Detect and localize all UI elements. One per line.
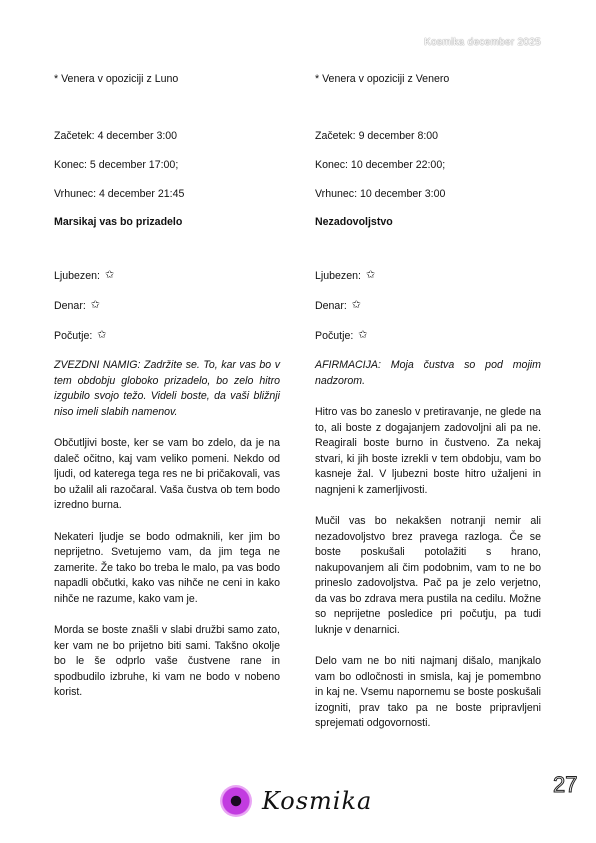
- right-paragraph: Hitro vas bo zaneslo v pretiravanje, ne glede na to, ali boste z dogajanjem zadovoljni ali pa ne. Reagirali boste burno in čustveno. Za nekaj stvari, ki jih boste izrekli v tem obdobju, vam bo kasneje žal. V ljubezni boste hitro užaljeni in nagnjeni k zamerljivosti.: [315, 406, 541, 496]
- page-number: 27: [553, 772, 578, 797]
- right-paragraph: Mučil vas bo nekakšen notranji nemir ali nezadovoljstvo brez pravega razloga. Če se boste poskušali potolažiti s hrano, nakupovanjem ali čim podobnim, vam to ne bo prineslo zadovoljstva. Pač pa je zelo verjetno, da vas bo zdrava mera pustila na cedilu. Možne so neprijetne posledice pri počutju, pa tudi luknje v denarnici.: [315, 515, 541, 636]
- left-end-date: Konec: 5 december 17:00;: [54, 158, 179, 171]
- money-label: Denar:: [315, 300, 347, 313]
- left-paragraph: Morda se boste znašli v slabi družbi samo zato, ker vam ne bo prijetno biti sami. Takšno okolje bo le še odprlo vaše čustvene rane in spodbudilo izbruhe, ki vam ne bodo v nobeno korist.: [54, 624, 280, 699]
- feeling-label: Počutje:: [315, 329, 354, 342]
- left-love-rating: [54, 269, 280, 299]
- right-theme: Nezadovoljstvo: [315, 216, 393, 229]
- right-paragraph: Delo vam ne bo niti najmanj dišalo, manjkalo vam bo odločnosti in smisla, kaj je pomembno in kaj ne. Vsemu napornemu se boste poskušali izogniti, prav tako pa ne boste pripravljeni sprejemati odgovornosti.: [315, 655, 541, 730]
- right-end-date: Konec: 10 december 22:00;: [315, 158, 446, 171]
- love-label: Ljubezen:: [315, 270, 361, 283]
- right-feeling-rating: [315, 329, 541, 359]
- star-icon: ✩: [358, 328, 368, 341]
- right-money-rating: [315, 299, 541, 329]
- left-feeling-rating: [54, 329, 280, 359]
- star-icon: ✩: [365, 269, 376, 282]
- right-section-title: * Venera v opoziciji z Venero: [315, 73, 450, 85]
- left-paragraph: Nekateri ljudje se bodo odmaknili, ker jim bo neprijetno. Svetujemo vam, da jim tega ne zamerite. Že tako bo treba le malo, pa vas bodo napadli občutki, kako vas nihče ne ceni in kako nihče ne razume, kako vam je.: [54, 530, 280, 605]
- right-column: [315, 72, 541, 748]
- left-star-tip: ZVEZDNI NAMIG: Zadržite se. To, kar vas bo v tem obdobju globoko prizadelo, bo zelo hitro izgubilo svojo težo. Videli boste, da vaši bližnji niso imeli slabih namenov.: [54, 359, 280, 418]
- header-note: Kosmika december 2025: [424, 37, 541, 48]
- love-label: Ljubezen:: [54, 270, 100, 283]
- left-money-rating: [54, 299, 280, 329]
- left-paragraph: Občutljivi boste, ker se vam bo zdelo, da je na daleč očitno, kaj vam veliko pomeni. Nekdo od ljudi, od katerega tega res ne bi pričakovali, vas bo užalil ali razočaral. Vaša čustva ob tem bodo izredno burna.: [54, 437, 280, 512]
- star-icon: ✩: [104, 269, 115, 282]
- eye-circle-icon: [220, 785, 252, 817]
- left-column: [54, 72, 280, 717]
- star-icon: ✩: [97, 328, 107, 341]
- right-start-date: Začetek: 9 december 8:00: [315, 130, 439, 142]
- left-peak-date: Vrhunec: 4 december 21:45: [54, 187, 185, 200]
- right-love-rating: [315, 269, 541, 299]
- right-peak-date: Vrhunec: 10 december 3:00: [315, 187, 446, 200]
- footer-logo: [220, 785, 372, 817]
- star-icon: ✩: [90, 299, 101, 312]
- money-label: Denar:: [54, 300, 86, 313]
- brand-name: Kosmika: [262, 787, 373, 815]
- left-section-title: * Venera v opoziciji z Luno: [54, 73, 179, 85]
- right-affirmation: AFIRMACIJA: Moja čustva so pod mojim nadzorom.: [315, 359, 541, 387]
- feeling-label: Počutje:: [54, 329, 93, 342]
- left-start-date: Začetek: 4 december 3:00: [54, 130, 178, 142]
- left-theme: Marsikaj vas bo prizadelo: [54, 216, 183, 229]
- star-icon: ✩: [351, 299, 362, 312]
